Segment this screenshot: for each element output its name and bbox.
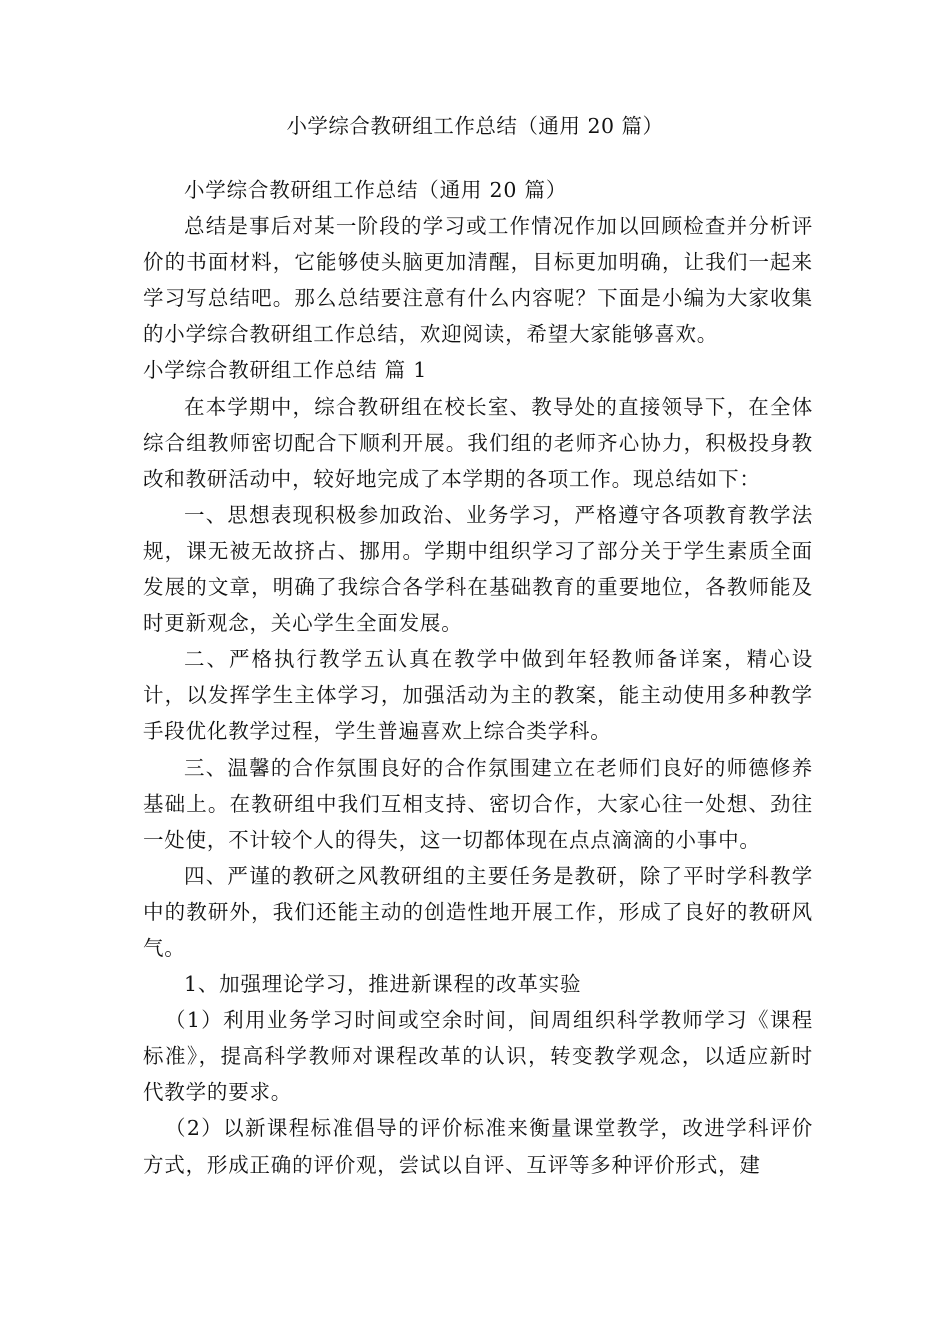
section-heading: 小学综合教研组工作总结 篇 1 (143, 358, 428, 383)
paragraph-intro: 总结是事后对某一阶段的学习或工作情况作加以回顾检查并分析评价的书面材料，它能够使头脑更加清醒，目标更加明确，让我们一起来学习写总结吧。那么总结要注意有什么内容呢？下面是小编为大家收集的小学综合教研组工作总结，欢迎阅读，希望大家能够喜欢。 (143, 214, 813, 347)
paragraph: 1、加强理论学习，推进新课程的改革实验 (184, 972, 582, 997)
paragraph: 二、严格执行教学五认真在教学中做到年轻教师备详案，精心设计，以发挥学生主体学习，加强活动为主的教案，能主动使用多种教学手段优化教学过程，学生普遍喜欢上综合类学科。 (143, 647, 813, 744)
document-title: 小学综合教研组工作总结（通用 20 篇） (286, 114, 664, 138)
document-body (143, 172, 813, 1183)
paragraph: （2）以新课程标准倡导的评价标准来衡量课堂教学，改进学科评价方式，形成正确的评价观，尝试以自评、互评等多种评价形式，建 (143, 1116, 813, 1177)
paragraph: 在本学期中，综合教研组在校长室、教导处的直接领导下，在全体综合组教师密切配合下顺利开展。我们组的老师齐心协力，积极投身教改和教研活动中，较好地完成了本学期的各项工作。现总结如下： (143, 394, 813, 491)
paragraph: 四、严谨的教研之风教研组的主要任务是教研，除了平时学科教学中的教研外，我们还能主动的创造性地开展工作，形成了良好的教研风气。 (143, 863, 813, 960)
paragraph: 一、思想表现积极参加政治、业务学习，严格遵守各项教育教学法规，课无被无故挤占、挪用。学期中组织学习了部分关于学生素质全面发展的文章，明确了我综合各学科在基础教育的重要地位，各教师能及时更新观念，关心学生全面发展。 (143, 502, 813, 636)
paragraph: 三、温馨的合作氛围良好的合作氛围建立在老师们良好的师德修养基础上。在教研组中我们互相支持、密切合作，大家心往一处想、劲往一处使，不计较个人的得失，这一切都体现在点点滴滴的小事中。 (143, 755, 813, 852)
paragraph-subtitle: 小学综合教研组工作总结（通用 20 篇） (184, 178, 568, 202)
paragraph: （1）利用业务学习时间或空余时间，间周组织科学教师学习《课程标准》，提高科学教师对课程改革的认识，转变教学观念，以适应新时代教学的要求。 (143, 1008, 813, 1105)
